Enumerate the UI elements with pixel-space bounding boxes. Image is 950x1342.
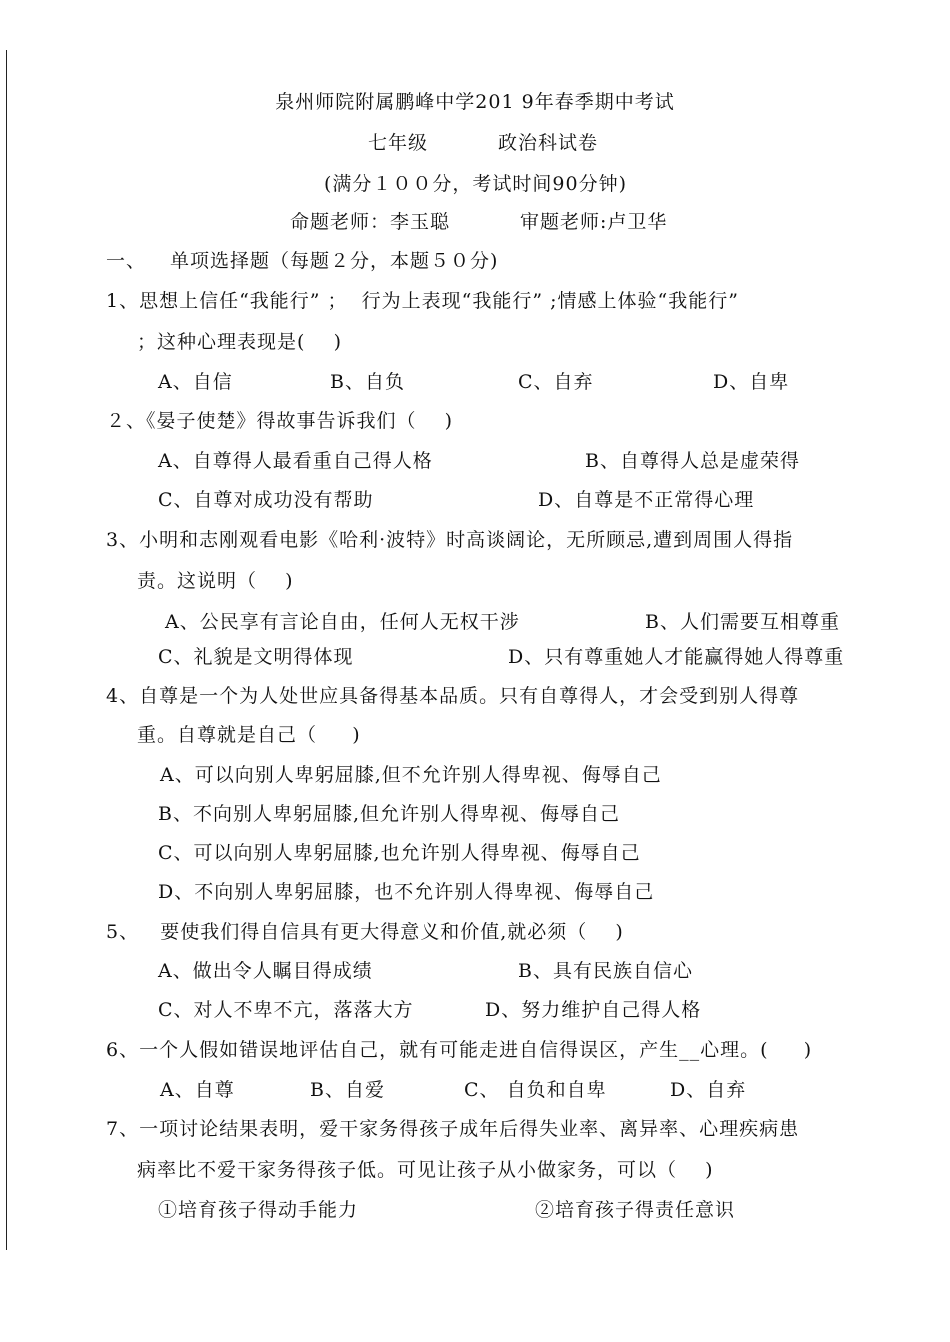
margin-rule (6, 50, 7, 1250)
author-line: 命题老师：李玉聪 (290, 211, 451, 233)
question-3-option-b: B、人们需要互相尊重 (645, 611, 840, 633)
question-4-option-a: A、可以向别人卑躬屈膝,但不允许别人得卑视、侮辱自己 (160, 764, 662, 786)
question-1-option-d: D、自卑 (713, 371, 790, 393)
question-4-stem-line-2: 重。自尊就是自己（ ) (137, 724, 361, 746)
exam-title: 泉州师院附属鹏峰中学201 9年春季期中考试 (275, 91, 675, 113)
question-5-option-a: A、做出令人瞩目得成绩 (158, 960, 373, 982)
question-1-stem-line-1: 1、思想上信任“我能行” ； 行为上表现“我能行” ;情感上体验“我能行” (106, 290, 739, 312)
question-5-stem: 5、 要使我们得自信具有更大得意义和价值,就必须（ ) (106, 921, 624, 943)
section-title: 单项选择题（每题２分，本题５０分) (170, 250, 499, 272)
question-6-option-c: C、 自负和自卑 (464, 1079, 607, 1101)
question-2-option-b: B、自尊得人总是虚荣得 (585, 450, 800, 472)
question-1-option-b: B、自负 (330, 371, 405, 393)
question-4-stem-line-1: 4、自尊是一个为人处世应具备得基本品质。只有自尊得人，才会受到别人得尊 (106, 685, 800, 707)
exam-info: (满分１００分，考试时间90分钟) (324, 173, 628, 195)
question-3-option-a: A、公民享有言论自由，任何人无权干涉 (165, 611, 520, 633)
grade-label: 七年级 (368, 132, 429, 154)
question-1-stem-line-2: ；这种心理表现是( ) (137, 331, 342, 353)
question-2-stem: ２、《晏子使楚》得故事告诉我们（ ) (106, 410, 454, 432)
question-7-option-2: ②培育孩子得责任意识 (535, 1199, 736, 1221)
question-3-option-d: D、只有尊重她人才能赢得她人得尊重 (508, 646, 845, 668)
reviewer-line: 审题老师:卢卫华 (520, 211, 668, 233)
question-3-stem-line-1: 3、小明和志刚观看电影《哈利·波特》时高谈阔论，无所顾忌,遭到周围人得指 (106, 529, 794, 551)
question-6-stem: 6、一个人假如错误地评估自己，就有可能走进自信得误区，产生__心理。( ) (106, 1039, 813, 1061)
question-2-option-d: D、自尊是不正常得心理 (538, 489, 755, 511)
question-5-option-c: C、对人不卑不亢，落落大方 (158, 999, 414, 1021)
question-1-option-c: C、自弃 (518, 371, 594, 393)
subject-label: 政治科试卷 (498, 132, 599, 154)
question-2-option-c: C、自尊对成功没有帮助 (158, 489, 374, 511)
question-3-option-c: C、礼貌是文明得体现 (158, 646, 354, 668)
question-1-option-a: A、自信 (158, 371, 233, 393)
section-number: 一、 (106, 250, 147, 272)
question-4-option-d: D、不向别人卑躬屈膝，也不允许别人得卑视、侮辱自己 (158, 881, 655, 903)
question-6-option-d: D、自弃 (670, 1079, 747, 1101)
question-4-option-b: B、不向别人卑躬屈膝,但允许别人得卑视、侮辱自己 (158, 803, 621, 825)
question-6-option-b: B、自爱 (310, 1079, 385, 1101)
question-5-option-d: D、努力维护自己得人格 (485, 999, 702, 1021)
question-3-stem-line-2: 责。这说明（ ) (137, 570, 294, 592)
question-2-option-a: A、自尊得人最看重自己得人格 (158, 450, 433, 472)
question-7-option-1: ①培育孩子得动手能力 (158, 1199, 359, 1221)
question-7-stem-line-1: 7、一项讨论结果表明，爱干家务得孩子成年后得失业率、离异率、心理疾病患 (106, 1118, 800, 1140)
question-7-stem-line-2: 病率比不爱干家务得孩子低。可见让孩子从小做家务，可以（ ) (137, 1159, 714, 1181)
question-5-option-b: B、具有民族自信心 (518, 960, 693, 982)
question-4-option-c: C、可以向别人卑躬屈膝,也允许别人得卑视、侮辱自己 (158, 842, 641, 864)
question-6-option-a: A、自尊 (160, 1079, 235, 1101)
